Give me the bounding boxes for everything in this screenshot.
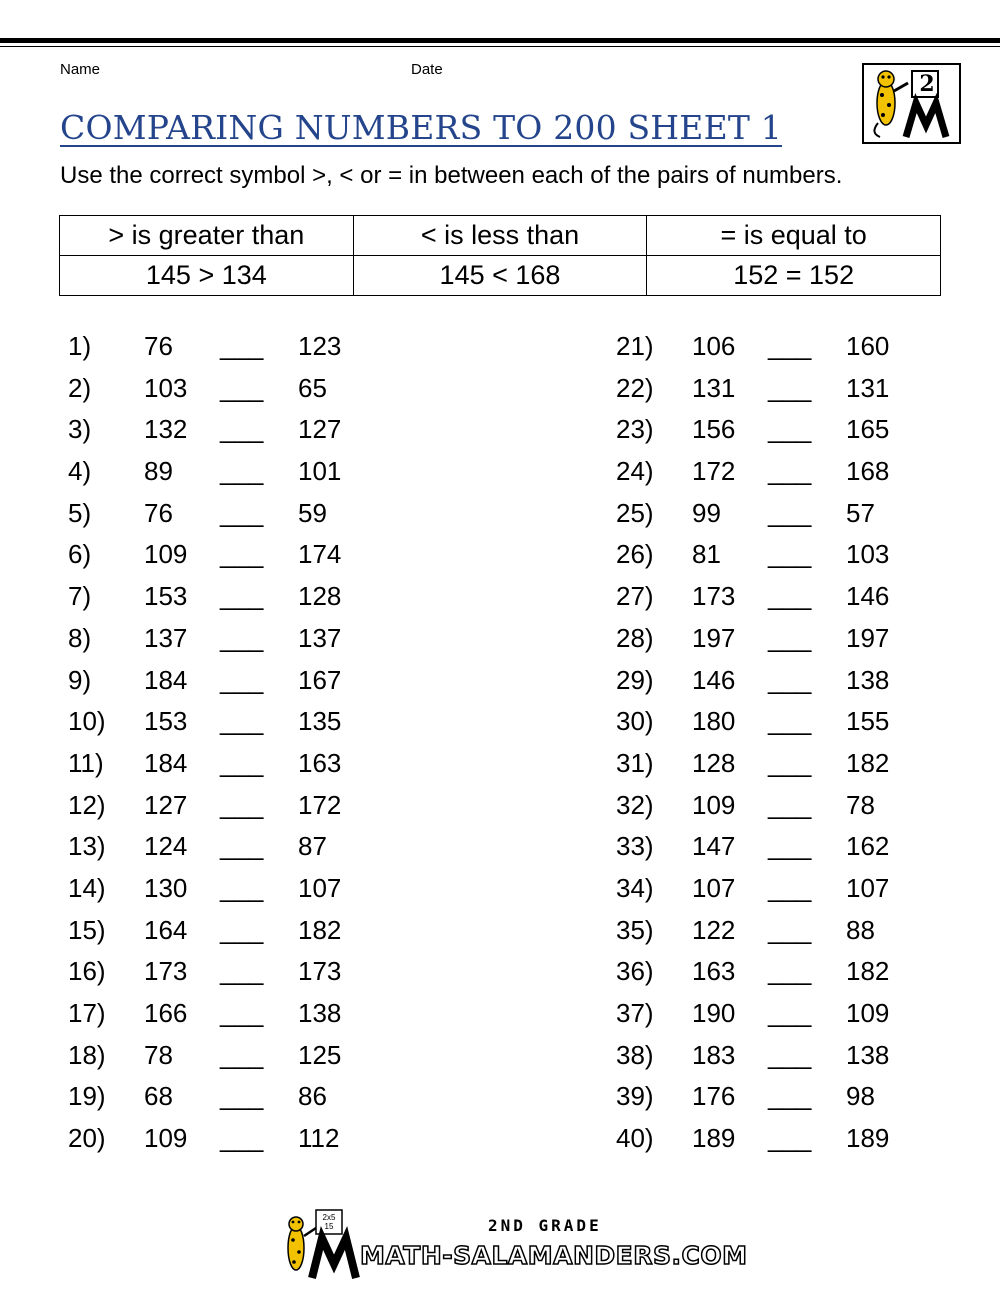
problem-row [616, 869, 916, 911]
answer-blank[interactable]: ___ [768, 872, 812, 903]
first-number: 78 [144, 1039, 173, 1070]
second-number: 182 [846, 747, 890, 778]
second-number: 135 [298, 706, 342, 737]
first-number: 173 [144, 956, 188, 987]
second-number: 155 [846, 706, 890, 737]
problem-number: 6) [68, 539, 92, 570]
answer-blank[interactable]: ___ [220, 664, 264, 695]
problem-number: 32) [616, 789, 654, 820]
second-number: 163 [298, 747, 342, 778]
problem-row [616, 661, 916, 703]
problems-left-column [68, 327, 368, 1161]
problem-row [68, 786, 368, 828]
second-number: 127 [298, 414, 342, 445]
answer-blank[interactable]: ___ [768, 1039, 812, 1070]
problem-number: 22) [616, 372, 654, 403]
second-number: 138 [298, 998, 342, 1028]
answer-blank[interactable]: ___ [220, 622, 264, 653]
answer-blank[interactable]: ___ [768, 497, 812, 528]
problem-number: 23) [616, 414, 654, 445]
answer-blank[interactable]: ___ [220, 497, 264, 528]
answer-blank[interactable]: ___ [220, 1123, 264, 1154]
first-number: 109 [692, 789, 736, 820]
second-number: 172 [298, 789, 342, 820]
first-number: 131 [692, 372, 736, 403]
first-number: 109 [144, 1123, 188, 1154]
first-number: 81 [692, 539, 721, 570]
second-number: 182 [298, 914, 342, 945]
first-number: 130 [144, 872, 188, 903]
problem-row [68, 1036, 368, 1078]
problem-row [616, 369, 916, 411]
problem-number: 33) [616, 831, 654, 862]
problem-row [68, 619, 368, 661]
first-number: 184 [144, 747, 188, 778]
answer-blank[interactable]: ___ [220, 914, 264, 945]
second-number: 86 [298, 1081, 327, 1112]
problem-number: 39) [616, 1081, 654, 1112]
problem-number: 37) [616, 998, 654, 1028]
first-number: 89 [144, 456, 173, 487]
second-number: 125 [298, 1039, 342, 1070]
answer-blank[interactable]: ___ [220, 414, 264, 445]
first-number: 153 [144, 581, 188, 612]
second-number: 107 [846, 872, 890, 903]
second-number: 197 [846, 622, 890, 653]
problem-row [616, 410, 916, 452]
problem-number: 8) [68, 622, 92, 653]
second-number: 167 [298, 664, 342, 695]
problem-number: 10) [68, 706, 106, 737]
second-number: 138 [846, 664, 890, 695]
problem-number: 7) [68, 581, 92, 612]
answer-blank[interactable]: ___ [768, 789, 812, 820]
problem-row [68, 702, 368, 744]
first-number: 190 [692, 998, 736, 1028]
key-header-row [60, 216, 941, 256]
second-number: 128 [298, 581, 342, 612]
second-number: 57 [846, 497, 875, 528]
problem-row [68, 1119, 368, 1161]
key-less: < is less than [353, 216, 647, 256]
footer-grade-text: 2ND GRADE [488, 1216, 602, 1235]
second-number: 109 [846, 998, 890, 1028]
problem-row [616, 619, 916, 661]
answer-blank[interactable]: ___ [220, 789, 264, 820]
second-number: 65 [298, 372, 327, 403]
problem-row [616, 327, 916, 369]
first-number: 184 [144, 664, 188, 695]
problem-row [68, 494, 368, 536]
problem-number: 5) [68, 497, 92, 528]
problem-row [616, 744, 916, 786]
answer-blank[interactable]: ___ [768, 706, 812, 737]
first-number: 137 [144, 622, 188, 653]
problem-number: 16) [68, 956, 106, 987]
problem-row [68, 410, 368, 452]
problem-row [68, 535, 368, 577]
answer-blank[interactable]: ___ [768, 581, 812, 612]
key-greater: > is greater than [60, 216, 354, 256]
answer-blank[interactable]: ___ [768, 914, 812, 945]
answer-blank[interactable]: ___ [220, 998, 264, 1028]
problem-number: 40) [616, 1123, 654, 1154]
first-number: 122 [692, 914, 736, 945]
problem-number: 34) [616, 872, 654, 903]
second-number: 173 [298, 956, 342, 987]
first-number: 176 [692, 1081, 736, 1112]
problem-row [616, 1036, 916, 1078]
problem-number: 35) [616, 914, 654, 945]
example-equal: 152 = 152 [647, 256, 941, 296]
problem-row [68, 1077, 368, 1119]
second-number: 103 [846, 539, 890, 570]
second-number: 112 [298, 1123, 340, 1154]
first-number: 103 [144, 372, 188, 403]
answer-blank[interactable]: ___ [768, 664, 812, 695]
problem-number: 9) [68, 664, 92, 695]
first-number: 76 [144, 331, 173, 361]
problem-row [616, 827, 916, 869]
problem-row [616, 494, 916, 536]
answer-blank[interactable]: ___ [768, 414, 812, 445]
example-greater: 145 > 134 [60, 256, 354, 296]
first-number: 106 [692, 331, 736, 361]
second-number: 123 [298, 331, 342, 361]
first-number: 197 [692, 622, 736, 653]
math-salamanders-footer-logo [278, 1208, 748, 1280]
second-number: 160 [846, 331, 890, 361]
problem-number: 25) [616, 497, 654, 528]
answer-blank[interactable]: ___ [768, 622, 812, 653]
second-number: 131 [846, 372, 890, 403]
problem-number: 1) [68, 331, 92, 361]
first-number: 153 [144, 706, 188, 737]
first-number: 128 [692, 747, 736, 778]
first-number: 76 [144, 497, 173, 528]
problem-row [616, 952, 916, 994]
second-number: 162 [846, 831, 890, 862]
second-number: 146 [846, 581, 890, 612]
problem-row [616, 1077, 916, 1119]
second-number: 59 [298, 497, 327, 528]
answer-blank[interactable]: ___ [768, 747, 812, 778]
answer-blank[interactable]: ___ [768, 1123, 812, 1154]
first-number: 147 [692, 831, 736, 862]
problem-row [68, 369, 368, 411]
problem-number: 15) [68, 914, 106, 945]
first-number: 189 [692, 1123, 736, 1154]
answer-blank[interactable]: ___ [220, 456, 264, 487]
problem-number: 17) [68, 998, 106, 1028]
answer-blank[interactable]: ___ [220, 539, 264, 570]
problem-row [616, 994, 916, 1036]
key-example-row [60, 256, 941, 296]
first-number: 183 [692, 1039, 736, 1070]
answer-blank[interactable]: ___ [220, 1081, 264, 1112]
symbol-key-table [59, 215, 941, 296]
grade-digit: 2 [919, 71, 935, 97]
first-number: 173 [692, 581, 736, 612]
problem-row [68, 869, 368, 911]
problem-number: 12) [68, 789, 106, 820]
problem-row [68, 952, 368, 994]
worksheet-title: COMPARING NUMBERS TO 200 SHEET 1 [60, 108, 782, 147]
answer-blank[interactable]: ___ [220, 581, 264, 612]
answer-blank[interactable]: ___ [768, 1081, 812, 1112]
problem-number: 27) [616, 581, 654, 612]
answer-blank[interactable]: ___ [768, 456, 812, 487]
answer-blank[interactable]: ___ [220, 331, 264, 361]
problem-number: 28) [616, 622, 654, 653]
problem-row [68, 452, 368, 494]
answer-blank[interactable]: ___ [220, 747, 264, 778]
answer-blank[interactable]: ___ [768, 831, 812, 862]
problem-number: 2) [68, 372, 92, 403]
problems-right-column [616, 327, 916, 1161]
problem-number: 29) [616, 664, 654, 695]
first-number: 109 [144, 539, 188, 570]
problem-number: 26) [616, 539, 654, 570]
problem-row [616, 702, 916, 744]
first-number: 164 [144, 914, 188, 945]
problem-number: 21) [616, 331, 654, 361]
top-rule-thin [0, 46, 1000, 47]
first-number: 166 [144, 998, 188, 1028]
problem-row [616, 577, 916, 619]
problem-number: 11) [68, 747, 104, 778]
answer-blank[interactable]: ___ [220, 872, 264, 903]
second-number: 189 [846, 1123, 890, 1154]
math-salamanders-logo [862, 63, 961, 144]
answer-blank[interactable]: ___ [220, 831, 264, 862]
second-number: 88 [846, 914, 875, 945]
problem-row [616, 786, 916, 828]
second-number: 107 [298, 872, 342, 903]
first-number: 68 [144, 1081, 173, 1112]
first-number: 127 [144, 789, 188, 820]
answer-blank[interactable]: ___ [768, 372, 812, 403]
problem-row [616, 535, 916, 577]
first-number: 124 [144, 831, 188, 862]
problem-row [616, 1119, 916, 1161]
answer-blank[interactable]: ___ [768, 956, 812, 987]
problem-number: 20) [68, 1123, 106, 1154]
answer-blank[interactable]: ___ [220, 956, 264, 987]
problem-number: 36) [616, 956, 654, 987]
answer-blank[interactable]: ___ [768, 998, 812, 1028]
second-number: 165 [846, 414, 890, 445]
second-number: 98 [846, 1081, 875, 1112]
example-less: 145 < 168 [353, 256, 647, 296]
answer-blank[interactable]: ___ [768, 331, 812, 361]
first-number: 146 [692, 664, 736, 695]
problem-number: 38) [616, 1039, 654, 1070]
second-number: 78 [846, 789, 875, 820]
problem-row [616, 452, 916, 494]
top-rule-thick [0, 38, 1000, 43]
problem-row [68, 744, 368, 786]
second-number: 138 [846, 1039, 890, 1070]
problem-row [68, 577, 368, 619]
problem-row [68, 827, 368, 869]
footer-sign-text: 2x5 15 [322, 1213, 336, 1231]
name-label: Name [60, 61, 101, 78]
salamander-icon [864, 65, 959, 142]
instructions: Use the correct symbol >, < or = in between each of the pairs of numbers. [60, 162, 843, 189]
problem-row [616, 911, 916, 953]
problem-number: 3) [68, 414, 92, 445]
problem-number: 13) [68, 831, 106, 862]
second-number: 137 [298, 622, 342, 653]
second-number: 87 [298, 831, 327, 862]
date-label: Date [411, 61, 443, 78]
first-number: 180 [692, 706, 736, 737]
problem-number: 31) [616, 747, 654, 778]
problem-row [68, 327, 368, 369]
problem-number: 24) [616, 456, 654, 487]
first-number: 107 [692, 872, 736, 903]
key-equal: = is equal to [647, 216, 941, 256]
answer-blank[interactable]: ___ [220, 706, 264, 737]
problem-row [68, 661, 368, 703]
second-number: 174 [298, 539, 342, 570]
problem-number: 19) [68, 1081, 106, 1112]
problem-number: 14) [68, 872, 106, 903]
problem-row [68, 911, 368, 953]
answer-blank[interactable]: ___ [768, 539, 812, 570]
first-number: 132 [144, 414, 188, 445]
answer-blank[interactable]: ___ [220, 372, 264, 403]
first-number: 172 [692, 456, 736, 487]
second-number: 168 [846, 456, 890, 487]
problem-row [68, 994, 368, 1036]
problem-number: 18) [68, 1039, 106, 1070]
second-number: 101 [298, 456, 342, 487]
first-number: 156 [692, 414, 736, 445]
first-number: 163 [692, 956, 736, 987]
footer-site-text: MATH-SALAMANDERS.COM [360, 1241, 748, 1270]
first-number: 99 [692, 497, 721, 528]
second-number: 182 [846, 956, 890, 987]
answer-blank[interactable]: ___ [220, 1039, 264, 1070]
problem-number: 4) [68, 456, 92, 487]
problem-number: 30) [616, 706, 654, 737]
